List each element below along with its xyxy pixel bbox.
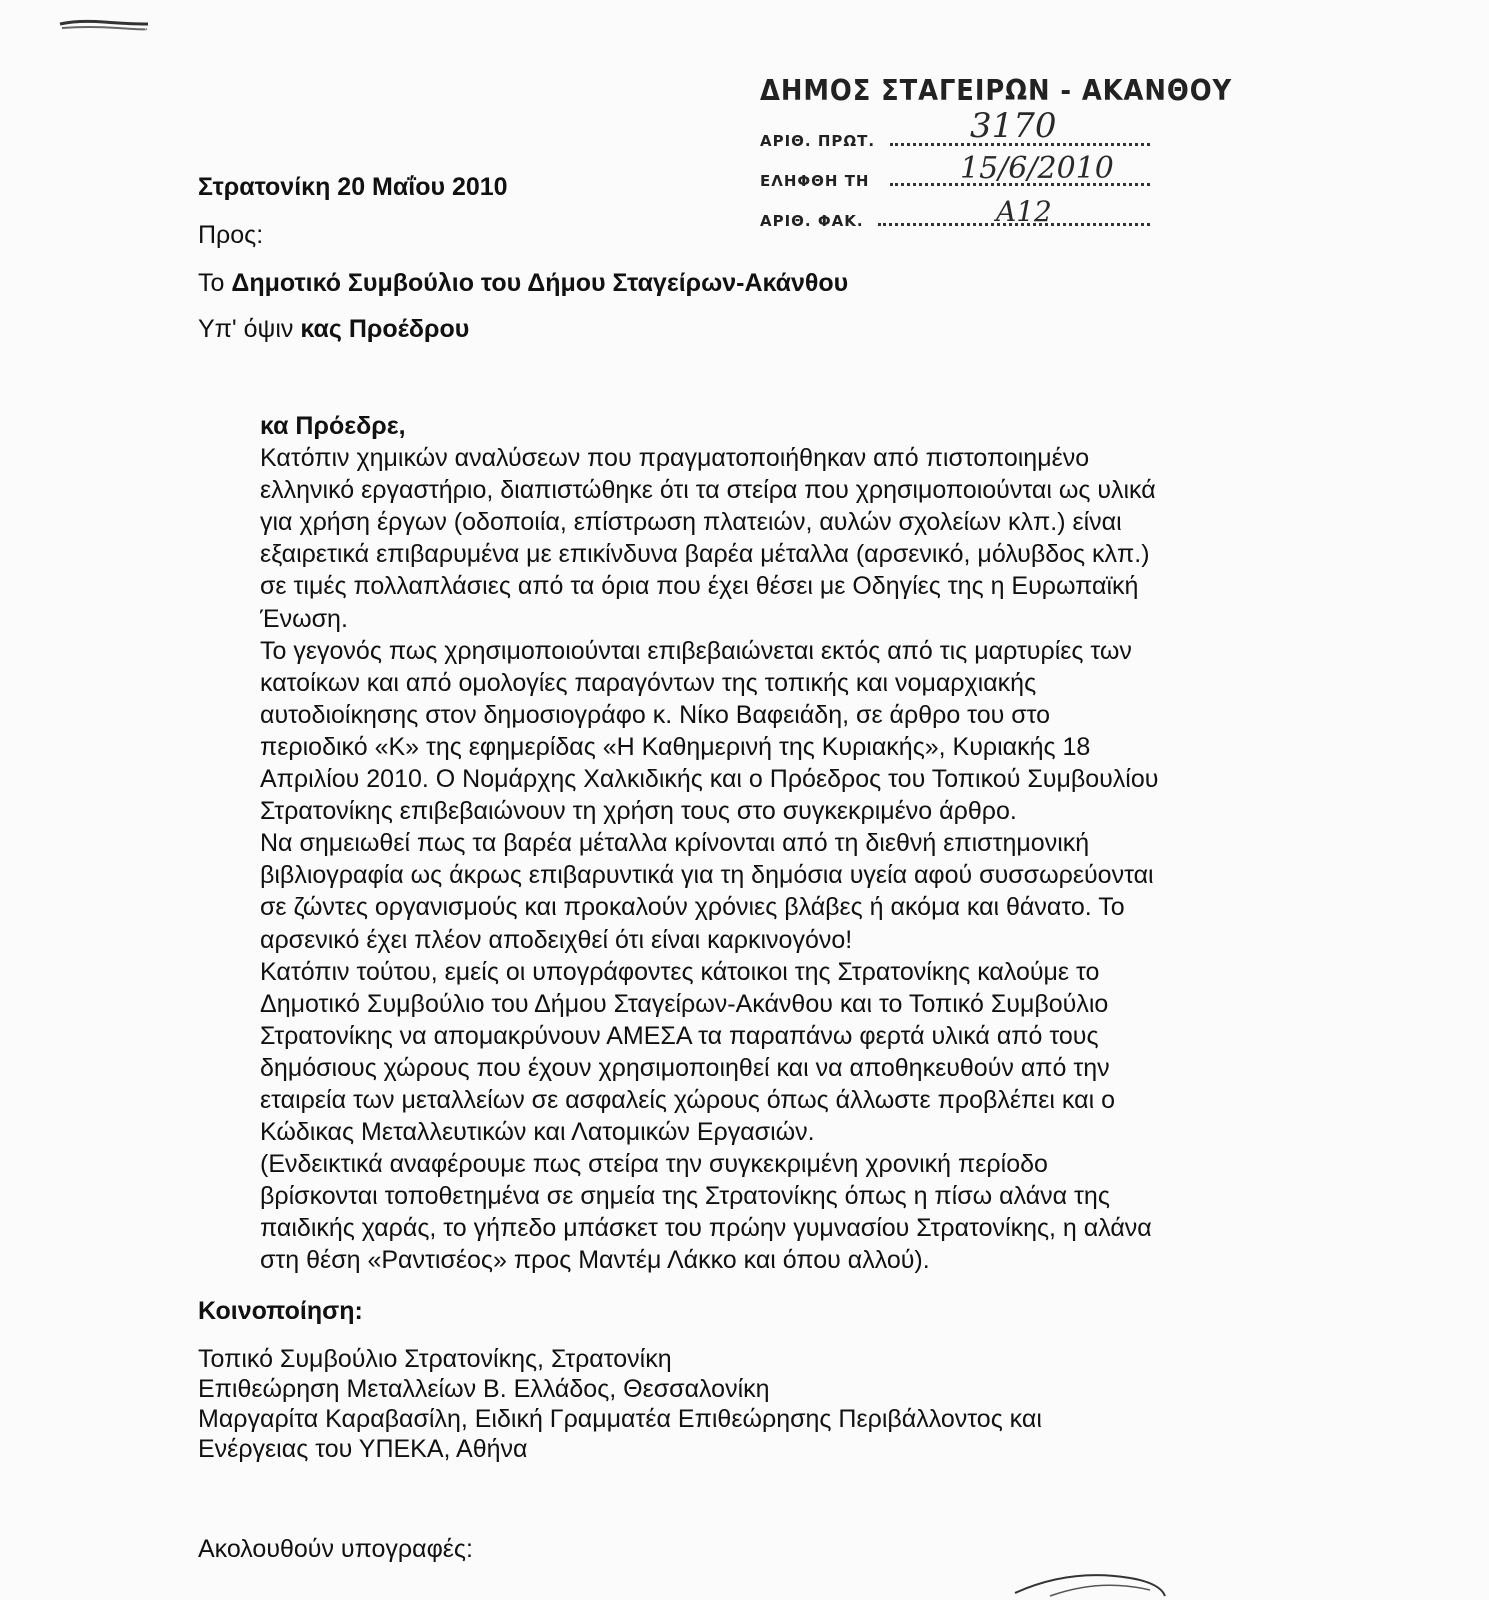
body-line: Απριλίου 2010. Ο Νομάρχης Χαλκιδικής και ο Πρόεδρος του Τοπικού Συμβουλίου (260, 765, 1159, 794)
stamp-protocol-value: 3170 (970, 106, 1057, 146)
body-text (260, 442, 1310, 1276)
recipient-line (198, 268, 1098, 298)
recipient-name: Δημοτικό Συμβούλιο του Δήμου Σταγείρων-Ακάνθου (231, 269, 849, 297)
stamp-protocol-label: ΑΡΙΘ. ΠΡΩΤ. (760, 132, 876, 150)
body-line: εταιρεία των μεταλλείων σε ασφαλείς χώρους όπως άλλωστε προβλέπει και ο (260, 1085, 1115, 1114)
cc-line: Μαργαρίτα Καραβασίλη, Ειδική Γραμματέα Επιθεώρησης Περιβάλλοντος και (198, 1405, 1042, 1433)
body-line: περιοδικό «Κ» της εφημερίδας «Η Καθημερινή της Κυριακής», Κυριακής 18 (260, 732, 1091, 761)
body-line: κατοίκων και από ομολογίες παραγόντων της τοπικής και νομαρχιακής (260, 668, 1037, 697)
recipient-prefix: Το (198, 269, 225, 297)
body-line: Στρατονίκης επιβεβαιώνουν τη χρήση τους στο συγκεκριμένο άρθρο. (260, 797, 1017, 826)
stamp-received-value: 15/6/2010 (960, 151, 1114, 186)
body-line: δημόσιους χώρους που έχουν χρησιμοποιηθεί και να αποθηκευθούν από την (260, 1053, 1110, 1082)
body-line: Δημοτικό Συμβούλιο του Δήμου Σταγείρων-Ακάνθου και το Τοπικό Συμβούλιο (260, 989, 1109, 1018)
letter-date: Στρατονίκη 20 Μαΐου 2010 (198, 173, 508, 201)
body-line: Κατόπιν τούτου, εμείς οι υπογράφοντες κάτοικοι της Στρατονίκης καλούμε το (260, 957, 1100, 986)
body-line: Να σημειωθεί πως τα βαρέα μέταλλα κρίνονται από τη διεθνή επιστημονική (260, 829, 1090, 858)
scan-mark (58, 18, 150, 32)
body-line: αρσενικό έχει πλέον αποδειχθεί ότι είναι καρκινογόνο! (260, 925, 853, 954)
body-line: εξαιρετικά επιβαρυμένα με επικίνδυνα βαρέα μέταλλα (αρσενικό, μόλυβδος κλπ.) (260, 540, 1150, 569)
cc-line: Ενέργειας του ΥΠΕΚΑ, Αθήνα (198, 1435, 528, 1463)
stamp-file-value: Α12 (996, 195, 1052, 228)
cc-line: Επιθεώρηση Μεταλλείων Β. Ελλάδος, Θεσσαλονίκη (198, 1375, 770, 1403)
attention-name: κας Προέδρου (300, 315, 470, 343)
signature-scribble (1010, 1548, 1170, 1598)
stamp-protocol-row (760, 106, 1150, 152)
letter-body (260, 410, 1310, 1277)
cc-section (198, 1296, 1298, 1464)
body-line: αυτοδιοίκησης στον δημοσιογράφο κ. Νίκο Βαφειάδη, σε άρθρο του στο (260, 700, 1051, 729)
body-line: για χρήση έργων (οδοποιία, επίστρωση πλατειών, αυλών σχολείων κλπ.) είναι (260, 508, 1122, 537)
body-line: Το γεγονός πως χρησιμοποιούνται επιβεβαιώνεται εκτός από τις μαρτυρίες των (260, 636, 1132, 665)
body-line: βρίσκονται τοποθετημένα σε σημεία της Στρατονίκης όπως η πίσω αλάνα της (260, 1182, 1110, 1211)
attention-prefix: Υπ' όψιν (198, 315, 294, 343)
stamp-title: ΔΗΜΟΣ ΣΤΑΓΕΙΡΩΝ - ΑΚΑΝΘΟΥ (760, 74, 1233, 107)
body-line: στη θέση «Ραντισέος» προς Μαντέμ Λάκκο και όπου αλλού). (260, 1246, 930, 1275)
body-line: Στρατονίκης να απομακρύνουν ΑΜΕΣΑ τα παραπάνω φερτά υλικά από τους (260, 1021, 1099, 1050)
body-line: ελληνικό εργαστήριο, διαπιστώθηκε ότι τα στείρα που χρησιμοποιούνται ως υλικά (260, 476, 1156, 505)
body-line: Κατόπιν χημικών αναλύσεων που πραγματοποιήθηκαν από πιστοποιημένο (260, 444, 1090, 473)
salutation: κα Πρόεδρε, (260, 412, 406, 440)
stamp-received-label: ΕΛΗΦΘΗ ΤΗ (760, 172, 870, 190)
cc-line: Τοπικό Συμβούλιο Στρατονίκης, Στρατονίκη (198, 1345, 672, 1373)
cc-list (198, 1344, 1298, 1464)
cc-title: Κοινοποίηση: (198, 1297, 363, 1325)
body-line: Κώδικας Μεταλλευτικών και Λατομικών Εργασιών. (260, 1118, 815, 1147)
body-line: σε ζώντες οργανισμούς και προκαλούν χρόνιες βλάβες ή ακόμα και θάνατο. Το (260, 893, 1125, 922)
body-line: Ένωση. (260, 604, 348, 633)
to-label: Προς: (198, 221, 264, 249)
signatures-label: Ακολουθούν υπογραφές: (198, 1535, 473, 1563)
attention-line (198, 314, 1098, 344)
body-line: βιβλιογραφία ως άκρως επιβαρυντικά για τη δημόσια υγεία αφού συσσωρεύονται (260, 861, 1154, 890)
letter-header (198, 172, 1098, 344)
stamp-file-label: ΑΡΙΘ. ΦΑΚ. (760, 212, 864, 230)
body-line: (Ενδεικτικά αναφέρουμε πως στείρα την συγκεκριμένη χρονική περίοδο (260, 1150, 1048, 1179)
body-line: σε τιμές πολλαπλάσιες από τα όρια που έχει θέσει με Οδηγίες της η Ευρωπαϊκή (260, 572, 1139, 601)
body-line: παιδικής χαράς, το γήπεδο μπάσκετ του πρώην γυμνασίου Στρατονίκης, η αλάνα (260, 1214, 1152, 1243)
